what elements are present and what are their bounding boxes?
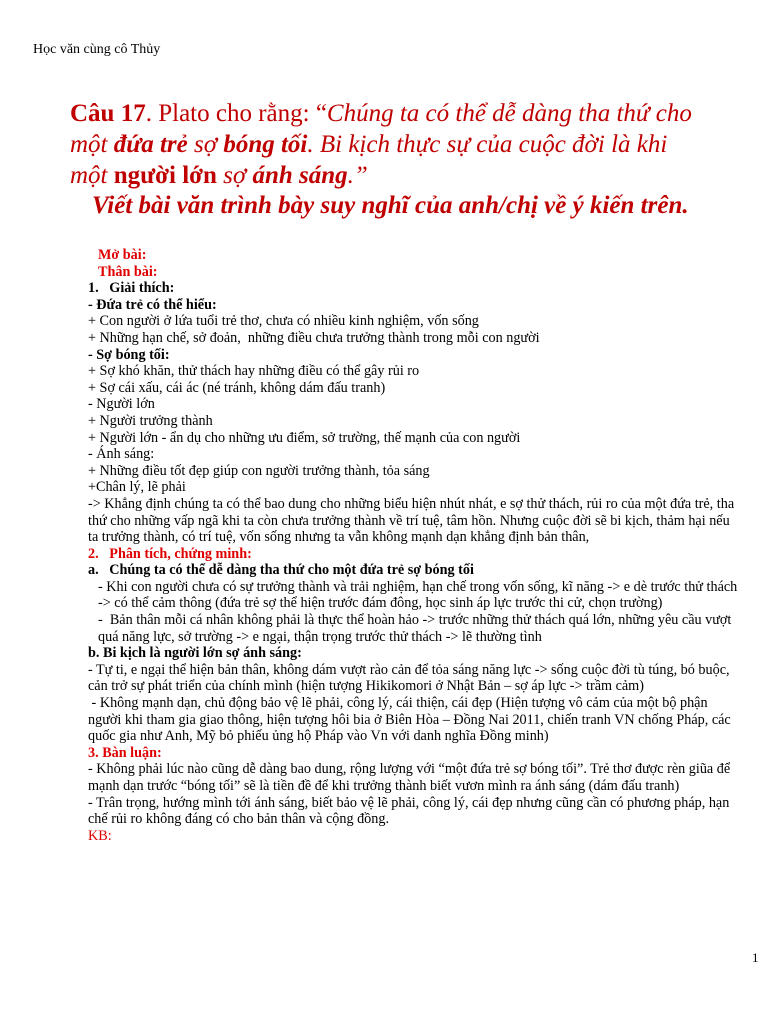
outline-paragraph: - Trân trọng, hướng mình tới ánh sáng, biết bảo vệ lẽ phải, công lý, cái đẹp nhưng cũng cần có phương pháp, hạn chế rủi ro không đáng có cho bản thân và cộng đồng. [88, 794, 733, 828]
heading-analysis: 2. Phân tích, chứng minh: [88, 545, 252, 562]
outline-line: - Ánh sáng: [88, 446, 155, 463]
outline-line: + Những điều tốt đẹp giúp con người trưởng thành, tỏa sáng [88, 462, 430, 479]
outline-line: + Người trưởng thành [88, 412, 213, 429]
page-number: 1 [752, 950, 759, 965]
quote-title: Câu 17. Plato cho rằng: “Chúng ta có thể dễ dàng tha thứ cho một đứa trẻ sợ bóng tối. Bi kịch thực sự của cuộc đời là khi một người lớn sợ ánh sáng.” [70, 100, 692, 189]
question-label: Câu 17 [70, 100, 146, 127]
outline-line: + Sợ cái xấu, cái ác (né tránh, không dám đấu tranh) [88, 379, 386, 396]
heading-discussion: 3. Bàn luận: [88, 744, 162, 761]
subheading: a. Chúng ta có thể dễ dàng tha thứ cho một đứa trẻ sợ bóng tối [88, 562, 474, 579]
outline-line: + Người lớn - ẩn dụ cho những ưu điểm, sở trường, thế mạnh của con người [88, 429, 521, 446]
outline-paragraph: - Không phải lúc nào cũng dễ dàng bao dung, rộng lượng với “một đứa trẻ sợ bóng tối”. Trẻ thơ được rèn giũa để mạnh dạn trước “bóng tối” sẽ là tiền đề để khi trưởng thành biết vươn mình ra ánh sáng (dám đấu tranh) [88, 761, 734, 794]
subheading: - Đứa trẻ có thể hiểu: [88, 296, 217, 313]
page-header: Học văn cùng cô Thủy [33, 42, 161, 57]
subheading: - Sợ bóng tối: [88, 346, 170, 363]
outline-paragraph: - Không mạnh dạn, chủ động bảo vệ lẽ phải, công lý, cái thiện, cái đẹp (Hiện tượng vô cảm của một bộ phận người khi tham gia giao thông, hiện tượng hôi bia ở Biên Hòa – Đồng Nai 2011, chiến tranh VN chống Pháp, các quốc gia như Anh, Mỹ bỏ phiếu ủng hộ Pháp vào Vn với danh nghĩa Đồng minh) [88, 695, 735, 745]
section-body: Thân bài: [98, 263, 158, 280]
outline-paragraph: -> Khẳng định chúng ta có thể bao dung cho những biểu hiện nhút nhát, e sợ thử thách, rủi ro của một đứa trẻ, tha thứ cho những vấp ngã khi ta còn chưa trưởng thành về trí tuệ, tâm hồn. Nhưng cuộc đời sẽ bi kịch, thảm hại nếu ta trưởng thành, có trí tuệ, vốn sống nhưng ta vẫn không mạnh dạn khẳng định bản thân, [88, 495, 738, 546]
essay-question: Viết bài văn trình bày suy nghĩ của anh/chị về ý kiến trên. [92, 192, 689, 219]
outline-line: + Những hạn chế, sở đoản, những điều chưa trưởng thành trong mỗi con người [88, 329, 540, 346]
section-conclusion: KB: [88, 827, 112, 844]
outline-content [88, 247, 741, 844]
outline-line: +Chân lý, lẽ phải [88, 479, 186, 496]
section-intro: Mở bài: [98, 247, 147, 263]
heading-explain: 1. Giải thích: [88, 280, 175, 297]
outline-paragraph: - Khi con người chưa có sự trưởng thành và trải nghiệm, hạn chế trong vốn sống, kĩ năng -> e dè trước thử thách -> có thể cảm thông (đứa trẻ sợ thể hiện trước đám đông, học sinh áp lực trước thi cử, chọn trường) [98, 578, 741, 612]
outline-line: + Con người ở lứa tuổi trẻ thơ, chưa có nhiều kinh nghiệm, vốn sống [88, 313, 479, 330]
outline-line: + Sợ khó khăn, thử thách hay những điều có thể gây rủi ro [88, 363, 420, 380]
outline-paragraph: - Bản thân mỗi cá nhân không phải là thực thể hoàn hảo -> trước những thử thách quá lớn, những yêu cầu vượt quá năng lực, sở trường -> e ngại, thận trọng trước thử thách -> lẽ thường tình [98, 612, 735, 645]
outline-line: - Người lớn [88, 396, 155, 413]
outline-paragraph: - Tự ti, e ngại thể hiện bản thân, không dám vượt rào cản để tỏa sáng năng lực -> sống cuộc đời tù túng, bó buộc, cản trở sự phát triển của chính mình (hiện tượng Hikikomori ở Nhật Bản – sợ áp lực -> trầm cảm) [88, 661, 734, 695]
subheading: b. Bi kịch là người lớn sợ ánh sáng: [88, 645, 302, 662]
